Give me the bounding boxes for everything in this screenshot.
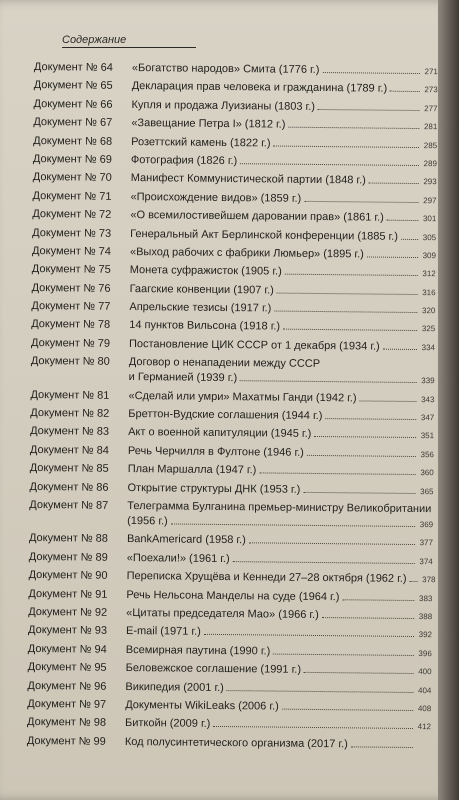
page-number: 320 <box>421 306 436 316</box>
page-number: 408 <box>417 703 432 714</box>
page-number: 343 <box>421 394 435 404</box>
page-number: 277 <box>424 103 438 114</box>
document-title: Открытие структуры ДНК (1953 г.) <box>127 481 301 496</box>
document-number: Документ № 82 <box>30 407 110 420</box>
dot-leader <box>367 256 418 258</box>
toc-entry <box>28 568 436 587</box>
document-number: Документ № 78 <box>31 318 111 332</box>
document-number: Документ № 84 <box>29 443 109 457</box>
document-number: Документ № 77 <box>31 300 111 313</box>
document-title: «Поехали!» (1961 г.) <box>126 551 230 565</box>
document-number: Документ № 66 <box>33 97 113 111</box>
toc-entry <box>33 152 437 171</box>
document-number: Документ № 76 <box>31 281 111 295</box>
toc-entry <box>28 642 432 661</box>
document-number: Документ № 83 <box>30 425 110 439</box>
page-number: 273 <box>424 85 438 95</box>
document-number: Документ № 96 <box>27 679 107 693</box>
dot-leader <box>304 672 414 674</box>
page-number: 369 <box>419 520 434 530</box>
document-title: Переписка Хрущёва и Кеннеди 27–28 октября (1962 г.) <box>126 570 407 586</box>
dot-leader <box>288 127 419 129</box>
toc-entry <box>33 170 437 189</box>
page-number: 347 <box>420 413 435 423</box>
toc-entry <box>30 424 434 443</box>
dot-leader <box>342 599 414 601</box>
toc-entry <box>33 97 437 116</box>
document-title: BankAmericard (1958 г.) <box>126 533 246 547</box>
document-title: Акт о военной капитуляции (1945 г.) <box>128 426 312 441</box>
document-title: Постановление ЦИК СССР от 1 декабря (1934 г.) <box>128 337 380 353</box>
page-number: 285 <box>423 140 438 150</box>
dot-leader <box>240 380 417 383</box>
toc-entry <box>31 336 435 355</box>
document-number: Документ № 95 <box>27 661 107 674</box>
toc-entry <box>32 281 436 300</box>
page-number: 301 <box>422 214 437 224</box>
document-number: Документ № 68 <box>33 134 113 148</box>
dot-leader <box>304 201 418 203</box>
page-number: 378 <box>422 575 436 585</box>
dot-leader <box>259 473 415 476</box>
page-number: 305 <box>422 232 437 242</box>
section-header: Содержание <box>62 34 196 48</box>
dot-leader <box>282 709 413 711</box>
document-title: «О всемилостивейшем даровании прав» (1861 г.) <box>130 209 384 224</box>
page-number: 374 <box>419 556 433 566</box>
toc-entry <box>34 60 438 79</box>
dot-leader <box>274 311 417 313</box>
page-number: 365 <box>420 486 434 496</box>
page-number: 271 <box>424 67 438 77</box>
document-title: Документы WikiLeaks (2006 г.) <box>125 698 279 713</box>
page-number: 297 <box>423 195 437 205</box>
document-number: Документ № 97 <box>27 697 107 711</box>
toc-entry <box>32 262 436 281</box>
toc-entry <box>28 623 432 642</box>
toc-entry <box>34 78 438 97</box>
page-number: 412 <box>417 722 432 732</box>
toc-entry <box>28 660 432 679</box>
page-number: 377 <box>419 538 434 548</box>
dot-leader <box>249 543 415 546</box>
dot-leader <box>322 617 414 619</box>
toc-entry <box>32 189 436 208</box>
toc-entry <box>31 317 435 336</box>
document-title: Википедия (2001 г.) <box>125 680 224 694</box>
page-number: 289 <box>423 159 437 169</box>
page-number: 351 <box>420 431 435 441</box>
document-title: Телеграмма Булганина премьер-министру Великобритании <box>127 499 432 516</box>
dot-leader <box>213 726 413 729</box>
document-title: Договор о ненападении между СССР <box>128 356 321 371</box>
dot-leader <box>387 220 419 221</box>
document-number: Документ № 91 <box>28 587 108 601</box>
document-number: Документ № 67 <box>33 116 113 129</box>
document-title: Купля и продажа Луизианы (1803 г.) <box>131 98 316 113</box>
document-number: Документ № 89 <box>28 550 108 564</box>
document-title: Речь Черчилля в Фултоне (1946 г.) <box>127 444 304 459</box>
toc-entry <box>28 587 432 606</box>
dot-leader <box>401 238 418 239</box>
dot-leader <box>383 349 417 350</box>
document-title: План Маршалла (1947 г.) <box>127 463 257 477</box>
document-title: Бреттон-Вудские соглашения (1944 г.) <box>128 408 323 423</box>
document-title: «Богатство народов» Смита (1776 г.) <box>131 62 320 76</box>
dot-leader <box>351 746 413 748</box>
dot-leader <box>227 690 414 693</box>
document-title: «Выход рабочих с фабрики Люмьер» (1895 г.) <box>129 245 364 261</box>
document-number: Документ № 79 <box>30 336 111 350</box>
page-number: 404 <box>418 685 432 695</box>
document-number: Документ № 88 <box>28 532 109 546</box>
dot-leader <box>369 183 419 185</box>
toc-entry <box>29 531 433 550</box>
document-title: Манифест Коммунистической партии (1848 г.) <box>130 172 366 187</box>
page-number: 334 <box>421 342 436 353</box>
toc-entry <box>32 207 436 226</box>
dot-leader <box>325 418 416 420</box>
document-number: Документ № 85 <box>29 462 109 476</box>
dot-leader <box>273 653 414 655</box>
dot-leader <box>390 91 420 92</box>
toc-list <box>27 60 438 755</box>
document-number: Документ № 98 <box>27 716 107 730</box>
document-number: Документ № 75 <box>31 263 111 277</box>
page-number: 392 <box>418 630 433 640</box>
toc-entry <box>27 697 431 716</box>
dot-leader <box>277 292 418 294</box>
document-title: Речь Нельсона Манделы на суде (1964 г.) <box>126 588 340 603</box>
document-title: «Сделай или умри» Махатмы Ганди (1942 г.) <box>128 389 357 405</box>
document-number: Документ № 74 <box>31 244 112 258</box>
dot-leader <box>307 455 416 457</box>
document-title: 14 пунктов Вильсона (1918 г.) <box>129 319 281 334</box>
document-title: «Цитаты председателя Мао» (1966 г.) <box>126 606 319 621</box>
dot-leader <box>303 491 415 493</box>
document-number: Документ № 69 <box>32 152 112 166</box>
dot-leader <box>171 523 415 527</box>
document-title: Розеттский камень (1822 г.) <box>131 135 271 150</box>
document-title: Апрельские тезисы (1917 г.) <box>129 301 272 315</box>
document-title: Код полусинтетического организма (2017 г.) <box>124 735 348 750</box>
dot-leader <box>318 109 420 111</box>
document-title: Биткойн (2009 г.) <box>124 717 211 731</box>
toc-entry <box>32 244 436 263</box>
page-number: 312 <box>422 269 436 279</box>
page-number: 400 <box>418 667 432 677</box>
toc-entry <box>29 550 433 569</box>
document-number: Документ № 87 <box>29 498 109 512</box>
document-title: Всемирная паутина (1990 г.) <box>125 643 271 658</box>
document-number: Документ № 93 <box>27 624 108 638</box>
dot-leader <box>233 561 415 564</box>
toc-entry <box>30 388 434 407</box>
dot-leader <box>274 145 420 148</box>
document-title: Фотография (1826 г.) <box>130 153 238 168</box>
document-number: Документ № 81 <box>30 388 110 402</box>
toc-entry <box>32 226 436 245</box>
document-title: Беловежское соглашение (1991 г.) <box>125 662 302 676</box>
dot-leader <box>204 634 414 637</box>
page-number: 356 <box>420 449 434 460</box>
document-number: Документ № 64 <box>33 60 113 74</box>
document-number: Документ № 94 <box>27 642 107 656</box>
toc-entry <box>30 461 434 480</box>
document-title-continued: и Германией (1939 г.) <box>128 371 238 385</box>
document-title: «Завещание Петра I» (1812 г.) <box>131 117 286 131</box>
document-title: Генеральный Акт Берлинской конференции (1885 г.) <box>130 227 399 243</box>
toc-entry <box>27 715 431 734</box>
toc-entry <box>29 480 433 499</box>
document-title: Гаагские конвенции (1907 г.) <box>129 282 274 297</box>
page-number: 316 <box>422 287 436 297</box>
document-number: Документ № 72 <box>32 208 112 221</box>
document-number: Документ № 80 <box>30 355 110 369</box>
page-number: 325 <box>421 324 436 334</box>
toc-entry <box>31 354 435 388</box>
dot-leader <box>240 163 419 166</box>
dot-leader <box>283 329 417 331</box>
document-number: Документ № 99 <box>26 734 106 748</box>
document-number: Документ № 65 <box>33 79 113 93</box>
document-number: Документ № 73 <box>32 226 112 240</box>
book-spine-edge <box>438 0 459 800</box>
document-title-continued: (1956 г.) <box>127 514 168 528</box>
toc-entry <box>30 443 434 462</box>
dot-leader <box>285 274 418 276</box>
document-title: «Происхождение видов» (1859 г.) <box>130 190 302 205</box>
document-title: Монета суфражисток (1905 г.) <box>129 264 282 278</box>
page-number: 383 <box>418 593 433 603</box>
document-number: Документ № 90 <box>28 569 108 582</box>
toc-entry <box>27 678 431 697</box>
document-number: Документ № 92 <box>28 605 108 619</box>
page-number: 281 <box>423 122 438 132</box>
document-number: Документ № 70 <box>32 171 112 185</box>
dot-leader <box>322 72 419 74</box>
page-number: 339 <box>421 376 435 386</box>
document-number: Документ № 86 <box>29 480 109 494</box>
dot-leader <box>314 436 416 438</box>
document-title: E-mail (1971 г.) <box>125 625 201 639</box>
page-number: 396 <box>418 648 432 658</box>
toc-entry <box>33 115 437 134</box>
page-number: 309 <box>422 250 437 261</box>
toc-entry <box>29 498 433 532</box>
document-number: Документ № 71 <box>32 189 112 203</box>
dot-leader <box>360 400 417 402</box>
toc-entry <box>30 406 434 425</box>
page-number: 388 <box>418 611 433 622</box>
toc-entry <box>27 734 431 752</box>
toc-entry <box>31 299 435 318</box>
toc-entry <box>33 134 437 153</box>
dot-leader <box>409 581 417 582</box>
page-number: 293 <box>423 177 437 187</box>
document-title: Декларация прав человека и гражданина (1789 г.) <box>131 80 388 96</box>
toc-entry <box>28 605 432 624</box>
page-number: 360 <box>420 468 434 478</box>
